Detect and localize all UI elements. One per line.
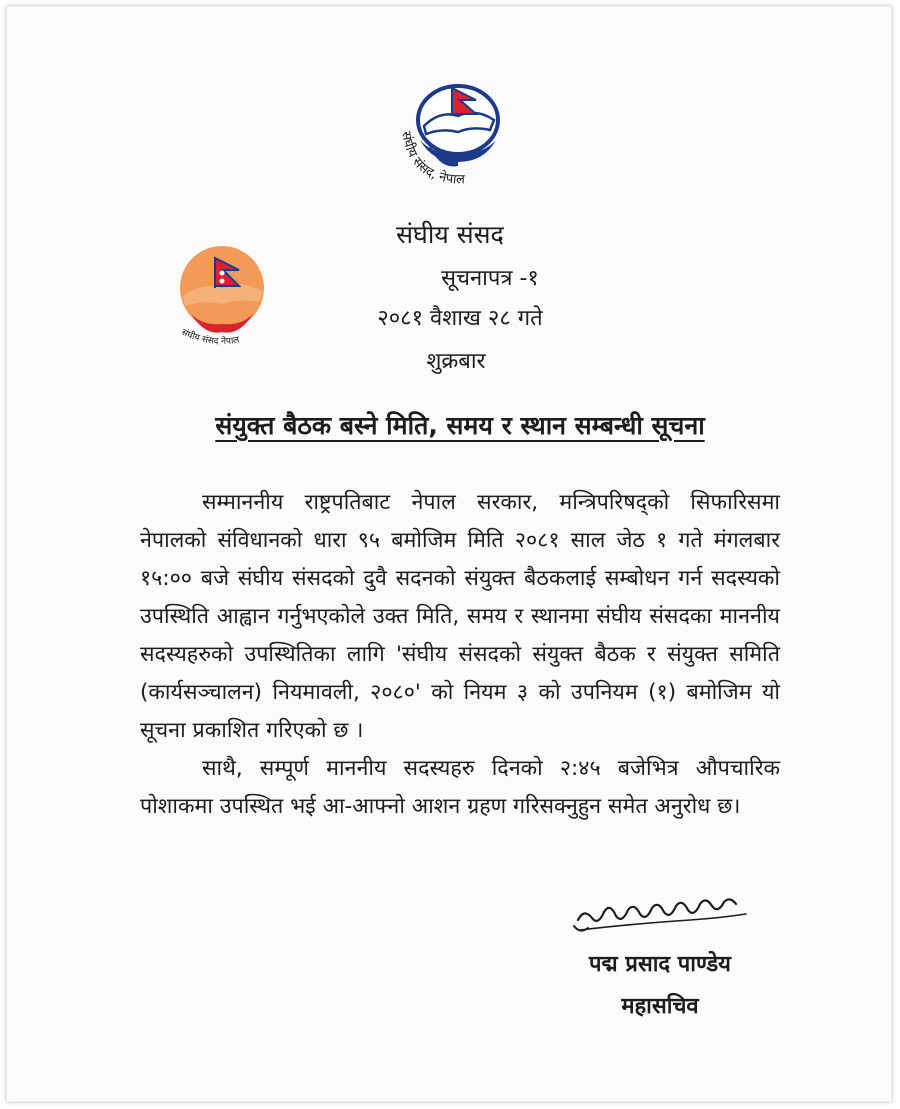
- notice-paragraph-1: सम्माननीय राष्ट्रपतिबाट नेपाल सरकार, मन्त्रिपरिषद्को सिफारिसमा नेपालको संविधानको धारा ९५ बमोजिम मिति २०८१ साल जेठ १ गते मंगलबार १५:०० बजे संघीय संसदको दुवै सदनको संयुक्त बैठकलाई सम्बोधन गर्न सदस्यको उपस्थिति आह्वान गर्नुभएकोले उक्त मिति, समय र स्थानमा संघीय संसदका माननीय सदस्यहरुको उपस्थितिका लागि 'संघीय संसदको संयुक्त बैठक र संयुक्त समिति (कार्यसञ्चालन) नियमावली, २०८०' को नियम ३ को उपनियम (१) बमोजिम यो सूचना प्रकाशित गरिएको छ ।: [140, 490, 780, 743]
- parliament-emblem-left: [165, 238, 280, 353]
- notice-day: शुक्रबार: [426, 349, 486, 374]
- notice-number: सूचनापत्र -१: [441, 266, 539, 291]
- notice-heading: संयुक्त बैठक बस्ने मिति, समय र स्थान सम्बन्धी सूचना: [215, 411, 705, 440]
- notice-body: [140, 484, 780, 826]
- handwritten-signature: [570, 880, 750, 940]
- emblem-top-text: संघीय संसद, नेपाल: [397, 130, 465, 188]
- organization-name: संघीय संसद: [396, 220, 504, 249]
- notice-date: २०८१ वैशाख २८ गते: [377, 306, 543, 331]
- notice-paragraph-2: साथै, सम्पूर्ण माननीय सदस्यहरु दिनको २:४५ बजेभित्र औपचारिक पोशाकमा उपस्थित भई आ-आफ्नो आशन ग्रहण गरिसक्नुहुन समेत अनुरोध छ।: [140, 756, 780, 819]
- parliament-emblem-top: [380, 70, 540, 200]
- signer-name: पद्म प्रसाद पाण्डेय: [589, 952, 731, 977]
- signer-title: महासचिव: [621, 994, 699, 1019]
- emblem-left-text: संघीय संसद नेपाल: [179, 327, 241, 348]
